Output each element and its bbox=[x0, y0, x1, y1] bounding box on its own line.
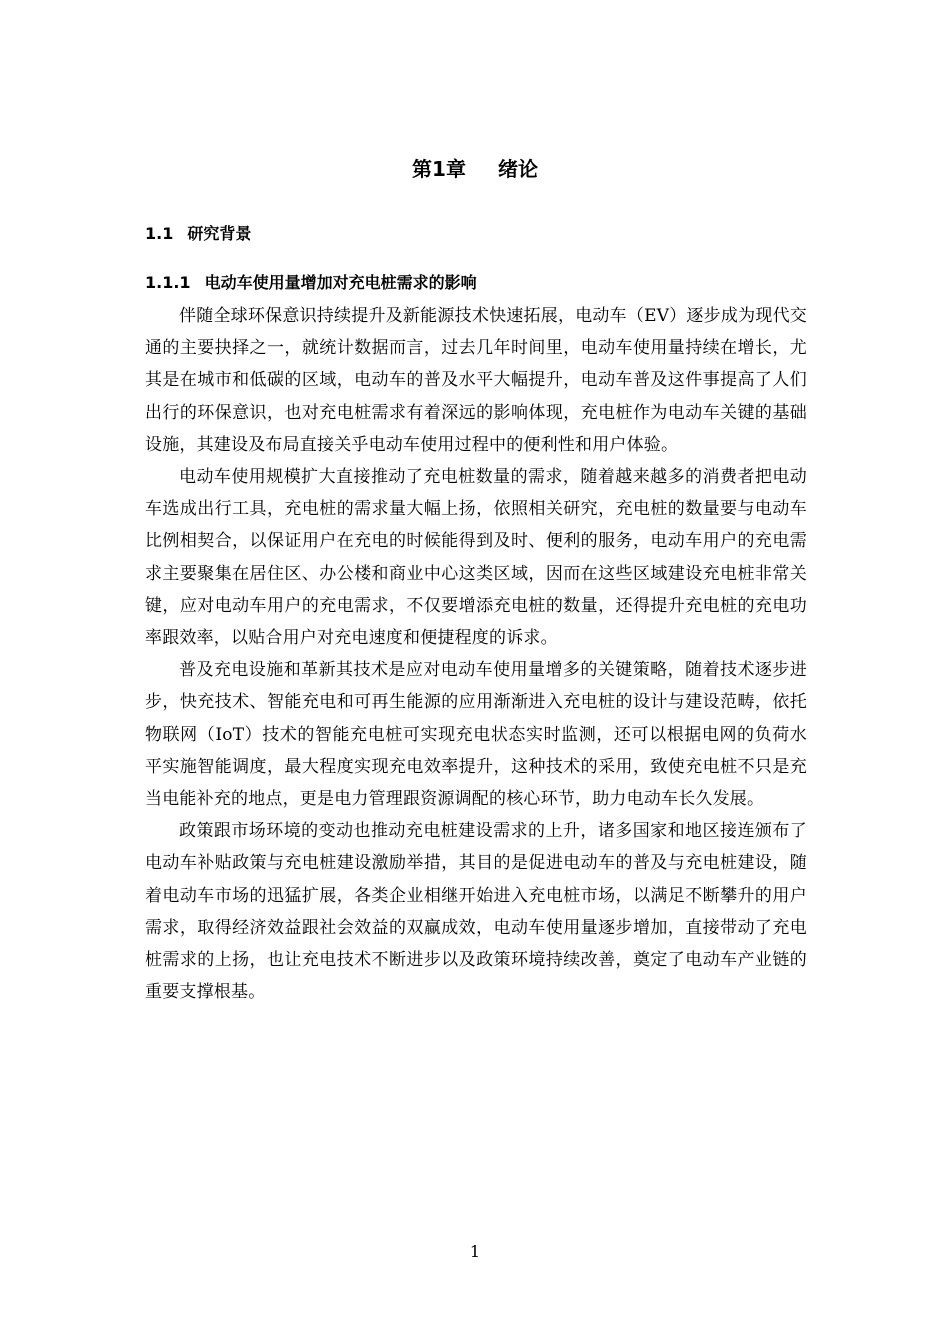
paragraph: 政策跟市场环境的变动也推动充电桩建设需求的上升，诸多国家和地区接连颁布了电动车补贴政策与充电桩建设激励举措，其目的是促进电动车的普及与充电桩建设，随着电动车市场的迅猛扩展，各类企业相继开始进入充电桩市场，以满足不断攀升的用户需求，取得经济效益跟社会效益的双赢成效，电动车使用量逐步增加，直接带动了充电桩需求的上扬，也让充电技术不断进步以及政策环境持续改善，奠定了电动车产业链的重要支撑根基。 bbox=[145, 821, 807, 1003]
section-number: 1.1 bbox=[145, 224, 174, 243]
section-heading bbox=[145, 222, 251, 246]
subsection-title: 电动车使用量增加对充电桩需求的影响 bbox=[204, 273, 477, 292]
paragraph: 普及充电设施和革新其技术是应对电动车使用量增多的关键策略，随着技术逐步进步，快充技术、智能充电和可再生能源的应用渐渐进入充电桩的设计与建设范畴，依托物联网（IoT）技术的智能充电桩可实现充电状态实时监测，还可以根据电网的负荷水平实施智能调度，最大程度实现充电效率提升，这种技术的采用，致使充电桩不只是充当电能补充的地点，更是电力管理跟资源调配的核心环节，助力电动车长久发展。 bbox=[145, 660, 807, 810]
chapter-number: 第1章 bbox=[412, 157, 466, 181]
body-text bbox=[145, 300, 807, 1008]
subsection-number: 1.1.1 bbox=[145, 273, 191, 292]
section-title: 研究背景 bbox=[187, 224, 252, 243]
page-number: 1 bbox=[469, 1242, 481, 1261]
chapter-name: 绪论 bbox=[497, 157, 538, 181]
paragraph: 电动车使用规模扩大直接推动了充电桩数量的需求，随着越来越多的消费者把电动车选成出行工具，充电桩的需求量大幅上扬，依照相关研究，充电桩的数量要与电动车比例相契合，以保证用户在充电的时候能得到及时、便利的服务，电动车用户的充电需求主要聚集在居住区、办公楼和商业中心这类区域，因而在这些区域建设充电桩非常关键，应对电动车用户的充电需求，不仅要增添充电桩的数量，还得提升充电桩的充电功率跟效率，以贴合用户对充电速度和便捷程度的诉求。 bbox=[145, 467, 807, 649]
paragraph: 伴随全球环保意识持续提升及新能源技术快速拓展，电动车（EV）逐步成为现代交通的主要抉择之一，就统计数据而言，过去几年时间里，电动车使用量持续在增长，尤其是在城市和低碳的区域，电动车的普及水平大幅提升，电动车普及这件事提高了人们出行的环保意识，也对充电桩需求有着深远的影响体现，充电桩作为电动车关键的基础设施，其建设及布局直接关乎电动车使用过程中的便利性和用户体验。 bbox=[145, 306, 807, 455]
subsection-heading bbox=[145, 271, 477, 295]
chapter-title bbox=[0, 154, 950, 184]
